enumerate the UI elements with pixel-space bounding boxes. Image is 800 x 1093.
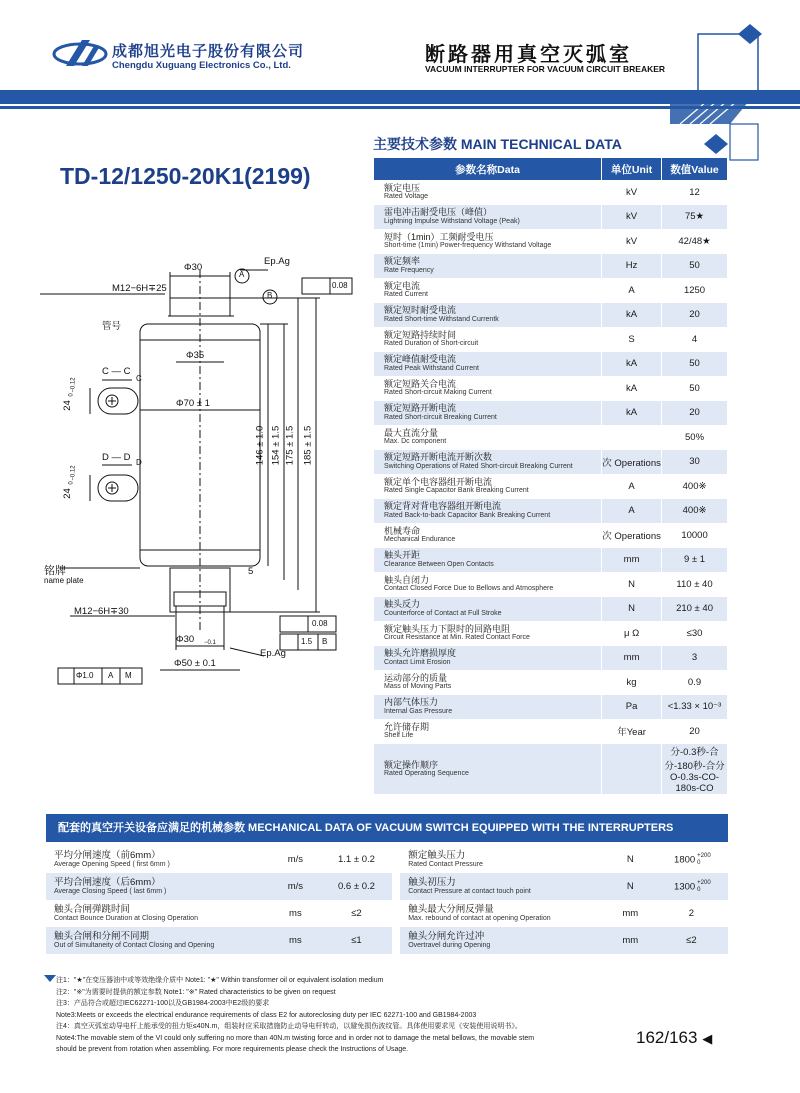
letter-c: C (136, 374, 142, 383)
datum-b-label: B (267, 291, 273, 300)
param-name: 机械寿命 Mechanical Endurance (374, 523, 602, 548)
len-175: 175 ± 1.5 (284, 425, 296, 466)
table-row (374, 523, 728, 548)
param-unit: A (602, 278, 662, 303)
flatness-bottom-value: 0.08 (312, 619, 328, 628)
flatness-top-value: 0.08 (332, 281, 348, 290)
param-name: 触头反力 Counterforce of Contact at Full Stroke (374, 597, 602, 622)
param-value: 20 (662, 401, 728, 426)
param-unit: N (602, 597, 662, 622)
dim-24-d-tol-zero: 0 (68, 481, 75, 485)
param-unit: kV (602, 229, 662, 254)
param-value: 42/48★ (662, 229, 728, 254)
param-name: 内部气体压力 Internal Gas Pressure (374, 695, 602, 720)
position-dia: Φ1.0 (76, 671, 94, 680)
param-value: 75★ (662, 205, 728, 230)
table-row (374, 401, 728, 426)
header-value: 数值Value (662, 158, 728, 180)
header-bar-thin (0, 106, 800, 109)
param-name: 运动部分的质量 Mass of Moving Parts (374, 670, 602, 695)
mech-row (46, 900, 728, 927)
param-value: ≤30 (662, 621, 728, 646)
param-value: 110 ± 40 (662, 572, 728, 597)
param-name: 最大直流分量 Max. Dc component (374, 425, 602, 450)
position-ref-a: A (108, 671, 114, 680)
dim-5: 5 (248, 566, 254, 577)
param-name: 额定背对背电容器组开断电流 Rated Back-to-back Capacitor Bank Breaking Current (374, 499, 602, 524)
param-unit: mm (602, 646, 662, 671)
notes-triangle-icon (44, 975, 56, 982)
param-unit (602, 425, 662, 450)
mech-left-unit: ms (270, 927, 321, 954)
company-logo (52, 36, 108, 72)
param-name: 额定操作顺序 Rated Operating Sequence (374, 744, 602, 795)
mech-right-name: 额定触头压力 Rated Contact Pressure (408, 849, 483, 868)
mech-left-name: 平均分闸速度（前6mm） Average Opening Speed ( first 6mm ) (54, 849, 170, 868)
param-unit: Hz (602, 254, 662, 279)
param-value: 50 (662, 352, 728, 377)
mech-right-name: 触头分闸允许过冲 Overtravel during Opening (400, 927, 604, 954)
param-name: 额定单个电容器组开断电流 Rated Single Capacitor Bank Breaking Current (374, 474, 602, 499)
param-value: 400※ (662, 474, 728, 499)
param-unit: kA (602, 401, 662, 426)
param-value: 20 (662, 719, 728, 744)
param-value: 1250 (662, 278, 728, 303)
len-146: 146 ± 1.0 (254, 425, 266, 466)
dim-24-c-tol-zero: 0 (68, 393, 75, 397)
mech-right-unit: mm (604, 927, 657, 954)
param-unit: kA (602, 303, 662, 328)
header-unit: 单位Unit (602, 158, 662, 180)
param-value: 4 (662, 327, 728, 352)
thread-top-label: M12−6H∓25 (112, 283, 167, 294)
param-name: 额定短路开断电流开断次数 Switching Operations of Rated Short-circuit Breaking Current (374, 450, 602, 475)
param-unit: kg (602, 670, 662, 695)
technical-drawing (40, 250, 360, 700)
param-name: 额定短路开断电流 Rated Short-circuit Breaking Current (374, 401, 602, 426)
mech-left-name: 触头合闸弹跳时间 Contact Bounce Duration at Closing Operation (54, 903, 198, 922)
param-unit: kA (602, 376, 662, 401)
mech-right-unit: N (604, 873, 657, 900)
param-unit: N (602, 572, 662, 597)
mech-left-value: 0.6 ± 0.2 (321, 873, 392, 900)
param-value: 9 ± 1 (662, 548, 728, 573)
param-name: 额定频率 Rate Frequency (374, 254, 602, 279)
table-row (374, 425, 728, 450)
len-185: 185 ± 1.5 (302, 425, 314, 466)
table-row (374, 254, 728, 279)
mech-right-value: 1300 +200 0 (657, 873, 728, 900)
section-d-label: D — D (102, 452, 131, 463)
param-unit: S (602, 327, 662, 352)
param-value: 50% (662, 425, 728, 450)
param-name: 触头自闭力 Contact Closed Force Due to Bellows and Atmosphere (374, 572, 602, 597)
param-name: 额定峰值耐受电流 Rated Peak Withstand Current (374, 352, 602, 377)
table-row (374, 695, 728, 720)
mech-right-name: 触头初压力 Contact Pressure at contact touch point (400, 873, 604, 900)
table-row (374, 572, 728, 597)
param-unit: A (602, 499, 662, 524)
param-name: 短时（1min）工频耐受电压 Short-time (1min) Power-frequency Withstand Voltage (374, 229, 602, 254)
section-c-label: C — C (102, 366, 131, 377)
table-row (374, 278, 728, 303)
header-bar (0, 90, 800, 104)
mech-left-unit: m/s (287, 854, 304, 865)
mech-row (46, 927, 728, 954)
table-row (374, 474, 728, 499)
dim-24-d: 24 (61, 488, 73, 499)
param-unit: kV (602, 180, 662, 205)
len-154: 154 ± 1.5 (270, 425, 282, 466)
dia30-bottom-tol: −0.1 (204, 640, 216, 646)
param-name: 额定短路持续时间 Rated Duration of Short-circuit (374, 327, 602, 352)
mech-left-name: 平均合闸速度（后6mm） Average Closing Speed ( last 6mm ) (46, 873, 270, 900)
mechanical-table (46, 846, 728, 954)
param-unit: kA (602, 352, 662, 377)
tube-no-label: 管号 (102, 321, 122, 332)
param-value: 分-0.3秒-合分-180秒-合分 O-0.3s-CO-180s-CO (662, 744, 728, 795)
param-name: 额定触头压力下限时的回路电阻 Circuit Resistance at Min. Rated Contact Force (374, 621, 602, 646)
ep-ag-bottom-label: Ep.Ag (260, 648, 286, 659)
ep-ag-top-label: Ep.Ag (264, 256, 290, 267)
mech-row (46, 873, 728, 900)
table-row (374, 548, 728, 573)
table-row (374, 621, 728, 646)
mech-right-value: ≤2 (657, 927, 728, 954)
note-line: 注3：产品符合或超过IEC62271-100以及GB1984-2003中E2级的要求 (56, 1000, 270, 1007)
table-row (374, 744, 728, 795)
table-row (374, 646, 728, 671)
table-row (374, 327, 728, 352)
param-name: 触头允许磨损厚度 Contact Limit Erosion (374, 646, 602, 671)
table-row (374, 229, 728, 254)
product-title-cn: 断路器用真空灭弧室 (425, 44, 632, 66)
parallel-value: 1.5 (301, 637, 313, 646)
mech-left-unit: m/s (270, 873, 321, 900)
note-line: 注4：真空灭弧室动导电杆上能承受的扭力矩≤40N.m，组装时应采取措施防止动导电杆转动，以避免损伤波纹管。具体使用要求见《安装使用说明书》。 (56, 1023, 522, 1030)
param-value: 400※ (662, 499, 728, 524)
table-row (374, 376, 728, 401)
main-technical-table (374, 158, 728, 795)
table-row (374, 180, 728, 205)
param-unit (602, 744, 662, 795)
nameplate-cn: 铭牌 (44, 565, 66, 577)
company-name-cn: 成都旭光电子股份有限公司 (112, 43, 305, 60)
param-value: 12 (662, 180, 728, 205)
product-title-en: VACUUM INTERRUPTER FOR VACUUM CIRCUIT BREAKER (425, 64, 666, 74)
dim-24-c-tol: −0.12 (70, 377, 77, 393)
position-ref-m: M (125, 671, 132, 680)
note-line: Note4:The movable stem of the VI could only suffering no more than 40N.m twisting force and in order not to damage the metal bellows, the movable stem (56, 1034, 535, 1042)
param-unit: 次 Operations (602, 450, 662, 475)
letter-d: D (136, 458, 142, 467)
table-row (374, 352, 728, 377)
dia70-label: Φ70 ± 1 (176, 398, 210, 409)
param-value: 20 (662, 303, 728, 328)
table-row (374, 719, 728, 744)
table-row (374, 450, 728, 475)
table-row (374, 303, 728, 328)
mech-right-value: 1800 +200 0 (674, 852, 711, 866)
note-line: should be prevent from rotation when assembling. For more requirements please check the Instructions of Usage. (56, 1046, 409, 1053)
mech-right-unit: mm (622, 908, 639, 919)
mech-left-value: 1.1 ± 0.2 (338, 854, 375, 865)
dia30-bottom-label: Φ30 (176, 634, 195, 645)
mech-row (46, 846, 728, 873)
mech-left-value: ≤1 (321, 927, 392, 954)
param-value: 50 (662, 376, 728, 401)
table-row (374, 670, 728, 695)
nameplate-en: name plate (44, 576, 84, 585)
param-unit: μ Ω (602, 621, 662, 646)
dim-24-d-tol: −0.12 (70, 465, 77, 481)
param-value: 3 (662, 646, 728, 671)
mech-right-value: 2 (688, 908, 694, 919)
header-data: 参数名称Data (374, 158, 602, 180)
datum-a-label: A (239, 270, 245, 279)
param-name: 允许储存期 Shelf Life (374, 719, 602, 744)
mech-left-name: 触头合闸和分闸不同期 Out of Simultaneity of Contact Closing and Opening (46, 927, 270, 954)
note-line: 注2："※"为需要时提供的额定参数 Note1: "※" Rated characteristics to be given on request (56, 988, 336, 996)
param-value: 50 (662, 254, 728, 279)
page-number: 162/163 ◀ (636, 1028, 713, 1047)
dia50-label: Φ50 ± 0.1 (174, 658, 216, 669)
param-unit: A (602, 474, 662, 499)
param-unit: mm (602, 548, 662, 573)
parallel-ref: B (322, 637, 328, 646)
param-value: 10000 (662, 523, 728, 548)
notes (56, 975, 534, 1056)
param-unit: 年Year (602, 719, 662, 744)
param-unit: 次 Operations (602, 523, 662, 548)
param-unit: Pa (602, 695, 662, 720)
param-name: 额定短路关合电流 Rated Short-circuit Making Current (374, 376, 602, 401)
param-unit: kV (602, 205, 662, 230)
dia30-top-label: Φ30 (184, 262, 203, 273)
param-name: 额定电压 Rated Voltage (374, 180, 602, 205)
dim-24-c: 24 (61, 400, 73, 411)
table-row (374, 205, 728, 230)
company-name-en: Chengdu Xuguang Electronics Co., Ltd. (112, 60, 291, 71)
param-name: 额定电流 Rated Current (374, 278, 602, 303)
drawing-lines (40, 250, 360, 700)
dia35-label: Φ35 (186, 350, 205, 361)
mech-left-unit: ms (289, 908, 302, 919)
param-value: 0.9 (662, 670, 728, 695)
table-row (374, 597, 728, 622)
param-value: <1.33 × 10⁻³ (662, 695, 728, 720)
thread-bottom-label: M12−6H∓30 (74, 606, 129, 617)
note-line: 注1："★"在变压器油中或等效绝缘介质中 Note1: "★" Within transformer oil or equivalent isolation medium (56, 977, 384, 984)
note-line: Note3:Meets or exceeds the electrical endurance requirements of class E2 for autoreclosing duty per IEC 62271-100 and GB1984-2003 (56, 1011, 477, 1019)
param-name: 额定短时耐受电流 Rated Short-time Withstand Currentk (374, 303, 602, 328)
param-name: 触头开距 Clearance Between Open Contacts (374, 548, 602, 573)
model-number: TD-12/1250-20K1(2199) (60, 163, 311, 189)
main-data-title: 主要技术参数 MAIN TECHNICAL DATA (373, 136, 622, 152)
mech-title: 配套的真空开关设备应满足的机械参数 MECHANICAL DATA OF VACUUM SWITCH EQUIPPED WITH THE INTERRUPTERS (46, 814, 728, 842)
param-value: 210 ± 40 (662, 597, 728, 622)
mech-right-name: 触头最大分闸反弹量 Max. rebound of contact at opening Operation (408, 903, 551, 922)
param-value: 30 (662, 450, 728, 475)
param-name: 雷电冲击耐受电压（峰值） Lightning Impulse Withstand Voltage (Peak) (374, 205, 602, 230)
mech-left-value: ≤2 (351, 908, 362, 919)
table-row (374, 499, 728, 524)
mech-right-unit: N (626, 854, 634, 865)
